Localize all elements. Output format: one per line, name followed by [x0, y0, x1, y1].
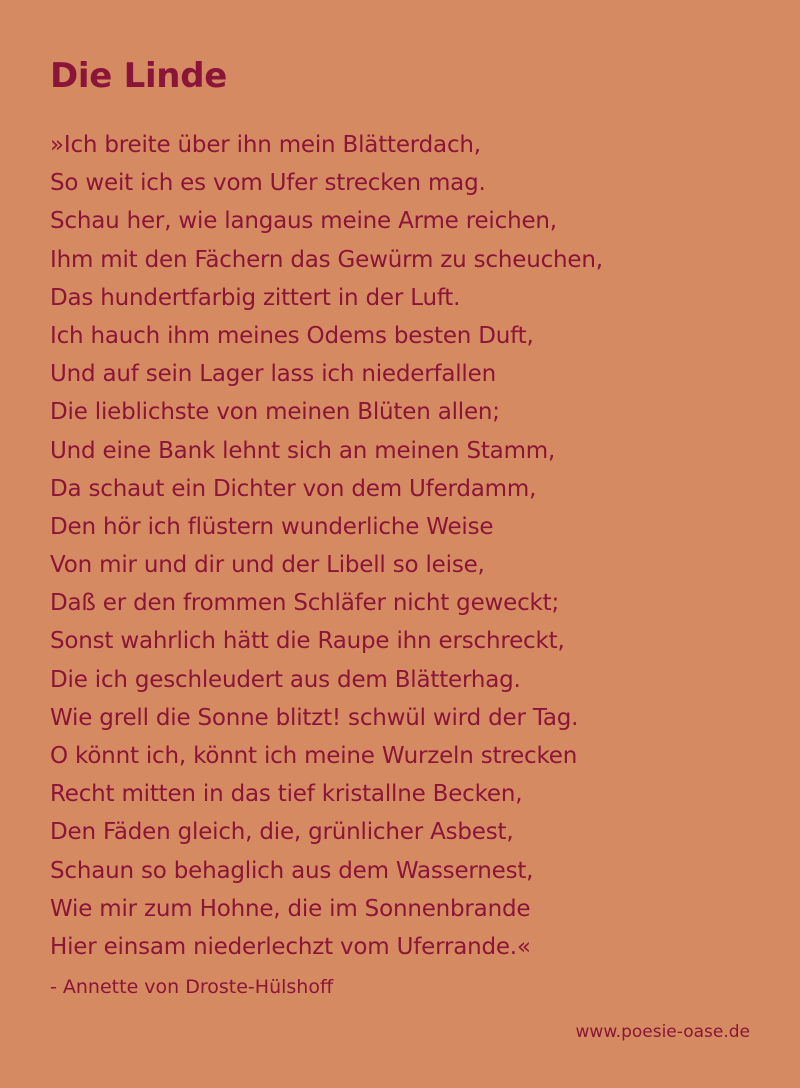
poem-line: Hier einsam niederlechzt vom Uferrande.«: [50, 933, 531, 960]
poem-line: Ich hauch ihm meines Odems besten Duft,: [50, 322, 534, 349]
poem-line: Schau her, wie langaus meine Arme reichen,: [50, 208, 557, 235]
poem-text: [50, 126, 770, 966]
poem-line: Den Fäden gleich, die, grünlicher Asbest,: [50, 819, 514, 846]
poem-line: Sonst wahrlich hätt die Raupe ihn erschreckt,: [50, 628, 565, 655]
poem-line: Schaun so behaglich aus dem Wassernest,: [50, 857, 534, 884]
poem-line: Daß er den frommen Schläfer nicht geweckt;: [50, 590, 560, 617]
website-link[interactable]: www.poesie-oase.de: [575, 1022, 750, 1042]
poem-line: Die lieblichste von meinen Blüten allen;: [50, 399, 500, 426]
poem-line: Das hundertfarbig zittert in der Luft.: [50, 284, 461, 311]
poem-line: Und eine Bank lehnt sich an meinen Stamm,: [50, 437, 556, 464]
poem-line: Ihm mit den Fächern das Gewürm zu scheuchen,: [50, 246, 603, 273]
poem-line: Von mir und dir und der Libell so leise,: [50, 552, 485, 579]
poem-line: Die ich geschleudert aus dem Blätterhag.: [50, 666, 521, 693]
poem-line: Und auf sein Lager lass ich niederfallen: [50, 361, 496, 388]
poem-line: Da schaut ein Dichter von dem Uferdamm,: [50, 475, 537, 502]
poem-line: O könnt ich, könnt ich meine Wurzeln strecken: [50, 743, 578, 769]
poem-line: »Ich breite über ihn mein Blätterdach,: [50, 132, 481, 158]
poem-line: Den hör ich flüstern wunderliche Weise: [50, 513, 494, 540]
poem-line: Wie mir zum Hohne, die im Sonnenbrande: [50, 895, 531, 922]
poem-author: - Annette von Droste-Hülshoff: [50, 976, 334, 998]
poem-line: Recht mitten in das tief kristallne Becken,: [50, 781, 523, 808]
poem-title: Die Linde: [50, 56, 227, 96]
poem-line: So weit ich es vom Ufer strecken mag.: [50, 170, 486, 197]
poem-line: Wie grell die Sonne blitzt! schwül wird der Tag.: [50, 704, 579, 731]
